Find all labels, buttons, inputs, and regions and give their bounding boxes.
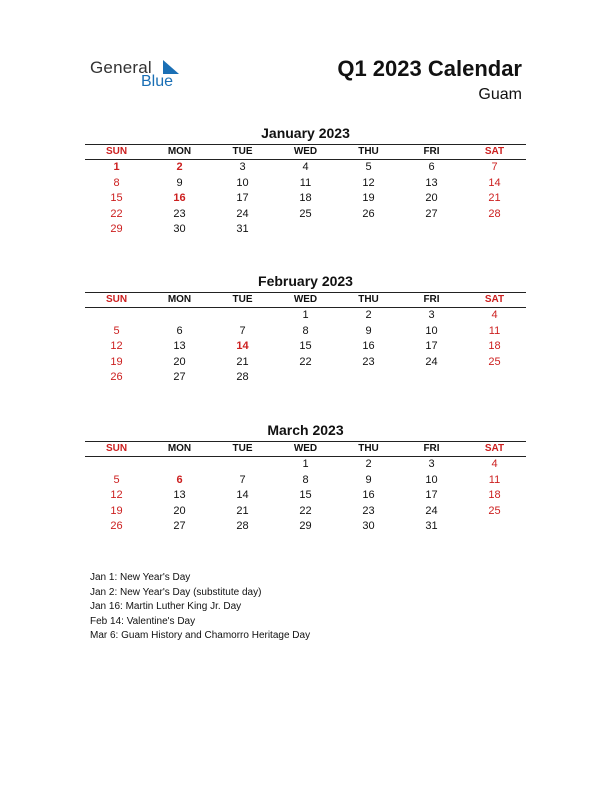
day-cell: 3: [428, 309, 435, 321]
weekday-header-mon: MON: [167, 146, 192, 157]
logo-flag-icon: [161, 60, 179, 74]
brand-logo: [90, 58, 200, 94]
day-cell: 18: [488, 489, 501, 501]
weekday-header-sat: SAT: [484, 146, 505, 157]
day-cell: [400, 222, 463, 238]
day-cell: 13: [425, 176, 438, 189]
weekday-header-thu: THU: [358, 443, 379, 454]
day-cell: 3: [239, 161, 246, 173]
day-cell: [211, 308, 274, 324]
day-cell: 6: [176, 324, 183, 337]
day-cell: 12: [110, 489, 123, 501]
weekday-header-tue: TUE: [232, 294, 253, 305]
day-cell: 27: [173, 371, 186, 383]
day-cell: 21: [488, 192, 501, 204]
day-cell: [463, 370, 526, 386]
day-cell: 25: [488, 355, 501, 368]
weekday-header-sun: SUN: [105, 443, 128, 454]
weekday-header-mon: MON: [167, 443, 192, 454]
day-cell: 18: [299, 192, 312, 204]
day-cell: 20: [425, 192, 438, 204]
day-cell: 9: [365, 473, 372, 486]
day-cell: 7: [239, 473, 246, 486]
day-cell: 14: [488, 176, 501, 189]
weekday-header-row: [85, 292, 526, 307]
day-cell: 19: [110, 355, 123, 368]
day-cell: 5: [113, 473, 120, 486]
day-cell: 8: [302, 473, 309, 486]
week-row: [85, 457, 526, 473]
week-row: [85, 191, 526, 207]
week-row: [85, 176, 526, 192]
day-cell: 4: [491, 458, 498, 470]
weekday-header-sun: SUN: [105, 294, 128, 305]
day-cell: 13: [173, 340, 186, 352]
month-january: [85, 124, 526, 238]
weekday-header-fri: FRI: [423, 294, 440, 305]
day-cell: 11: [488, 324, 501, 337]
weekday-header-thu: THU: [358, 294, 379, 305]
day-grid: [85, 307, 526, 386]
day-cell: 22: [299, 504, 312, 517]
day-cell: 2: [365, 458, 372, 470]
day-cell: [148, 457, 211, 473]
holiday-list: [90, 571, 530, 644]
day-cell: 5: [365, 161, 372, 173]
day-cell: 24: [425, 355, 438, 368]
day-cell: 15: [299, 489, 312, 501]
month-february: [85, 272, 526, 386]
day-cell: 9: [365, 324, 372, 337]
day-cell: 1: [302, 458, 309, 470]
day-cell: 3: [428, 458, 435, 470]
day-cell: 20: [173, 355, 186, 368]
day-cell: 15: [299, 340, 312, 352]
day-cell: [274, 370, 337, 386]
logo-text-general: General: [90, 58, 152, 77]
day-cell: 16: [362, 489, 375, 501]
logo-text-blue: Blue: [141, 73, 174, 90]
day-cell: 23: [173, 207, 186, 220]
day-cell: 18: [488, 340, 501, 352]
day-grid: [85, 456, 526, 535]
day-cell: 17: [236, 192, 249, 204]
weekday-header-tue: TUE: [232, 443, 253, 454]
week-row: [85, 519, 526, 535]
month-title: February 2023: [258, 273, 353, 289]
holiday-day-cell: 1: [113, 161, 120, 173]
weekday-header-sat: SAT: [484, 443, 505, 454]
day-cell: 15: [110, 192, 123, 204]
day-cell: 19: [362, 192, 375, 204]
day-cell: 31: [425, 520, 438, 532]
day-cell: 17: [425, 489, 438, 501]
day-cell: 22: [299, 355, 312, 368]
day-cell: 11: [488, 473, 501, 486]
day-cell: 30: [362, 520, 375, 532]
day-cell: 31: [236, 223, 249, 235]
week-row: [85, 308, 526, 324]
month-march: [85, 421, 526, 535]
day-grid: [85, 159, 526, 238]
week-row: [85, 473, 526, 489]
day-cell: [463, 222, 526, 238]
week-row: [85, 207, 526, 223]
day-cell: 24: [236, 207, 249, 220]
day-cell: 4: [491, 309, 498, 321]
week-row: [85, 355, 526, 371]
page-title: Q1 2023 Calendar: [337, 56, 522, 81]
day-cell: [463, 519, 526, 535]
day-cell: 26: [110, 371, 123, 383]
weekday-header-thu: THU: [358, 146, 379, 157]
day-cell: [148, 308, 211, 324]
day-cell: 28: [236, 520, 249, 532]
page-subtitle: Guam: [478, 86, 522, 103]
day-cell: 11: [299, 176, 312, 189]
week-row: [85, 488, 526, 504]
day-cell: 10: [425, 473, 438, 486]
day-cell: 28: [488, 207, 501, 220]
day-cell: 22: [110, 207, 123, 220]
day-cell: 7: [239, 324, 246, 337]
day-cell: 29: [110, 223, 123, 235]
day-cell: 25: [488, 504, 501, 517]
holiday-entry: Feb 14: Valentine's Day: [90, 615, 196, 627]
day-cell: 28: [236, 371, 249, 383]
day-cell: 16: [362, 340, 375, 352]
holiday-entry: Jan 16: Martin Luther King Jr. Day: [90, 601, 242, 612]
week-row: [85, 370, 526, 386]
holiday-entry: Jan 2: New Year's Day (substitute day): [90, 586, 262, 598]
day-cell: 17: [425, 340, 438, 352]
day-cell: [211, 457, 274, 473]
weekday-header-row: [85, 441, 526, 456]
weekday-header-fri: FRI: [423, 443, 440, 454]
day-cell: 20: [173, 504, 186, 517]
day-cell: 7: [491, 161, 498, 173]
week-row: [85, 222, 526, 238]
holiday-entry: Mar 6: Guam History and Chamorro Heritage Day: [90, 630, 311, 641]
weekday-header-sun: SUN: [105, 146, 128, 157]
day-cell: 8: [302, 324, 309, 337]
day-cell: 21: [236, 504, 249, 517]
day-cell: 19: [110, 504, 123, 517]
day-cell: [337, 222, 400, 238]
month-title: January 2023: [261, 125, 350, 141]
week-row: [85, 160, 526, 176]
day-cell: 13: [173, 489, 186, 501]
day-cell: [337, 370, 400, 386]
week-row: [85, 324, 526, 340]
day-cell: 14: [236, 489, 249, 501]
day-cell: [274, 222, 337, 238]
holiday-day-cell: 16: [173, 192, 186, 204]
holiday-day-cell: 14: [236, 340, 249, 352]
weekday-header-mon: MON: [167, 294, 192, 305]
weekday-header-wed: WED: [293, 294, 318, 305]
holiday-entry: Jan 1: New Year's Day: [90, 572, 191, 583]
weekday-header-tue: TUE: [232, 146, 253, 157]
day-cell: 24: [425, 504, 438, 517]
day-cell: [400, 370, 463, 386]
weekday-header-wed: WED: [293, 146, 318, 157]
week-row: [85, 504, 526, 520]
weekday-header-fri: FRI: [423, 146, 440, 157]
day-cell: 8: [113, 176, 120, 189]
day-cell: 6: [428, 161, 435, 173]
day-cell: 26: [362, 207, 375, 220]
day-cell: 27: [173, 520, 186, 532]
day-cell: 9: [176, 176, 183, 189]
day-cell: 27: [425, 207, 438, 220]
weekday-header-wed: WED: [293, 443, 318, 454]
day-cell: 1: [302, 309, 309, 321]
day-cell: [85, 457, 148, 473]
day-cell: 23: [362, 355, 375, 368]
day-cell: 23: [362, 504, 375, 517]
day-cell: 4: [302, 161, 309, 173]
week-row: [85, 339, 526, 355]
day-cell: 21: [236, 355, 249, 368]
day-cell: 10: [425, 324, 438, 337]
weekday-header-row: [85, 144, 526, 159]
weekday-header-sat: SAT: [484, 294, 505, 305]
day-cell: 5: [113, 324, 120, 337]
day-cell: 2: [365, 309, 372, 321]
day-cell: 10: [236, 176, 249, 189]
holiday-day-cell: 2: [176, 161, 183, 173]
day-cell: 25: [299, 207, 312, 220]
day-cell: 29: [299, 520, 312, 532]
day-cell: 30: [173, 223, 186, 235]
day-cell: 26: [110, 520, 123, 532]
day-cell: 12: [362, 176, 375, 189]
holiday-day-cell: 6: [176, 473, 183, 486]
day-cell: [85, 308, 148, 324]
month-title: March 2023: [267, 422, 344, 438]
day-cell: 12: [110, 340, 123, 352]
